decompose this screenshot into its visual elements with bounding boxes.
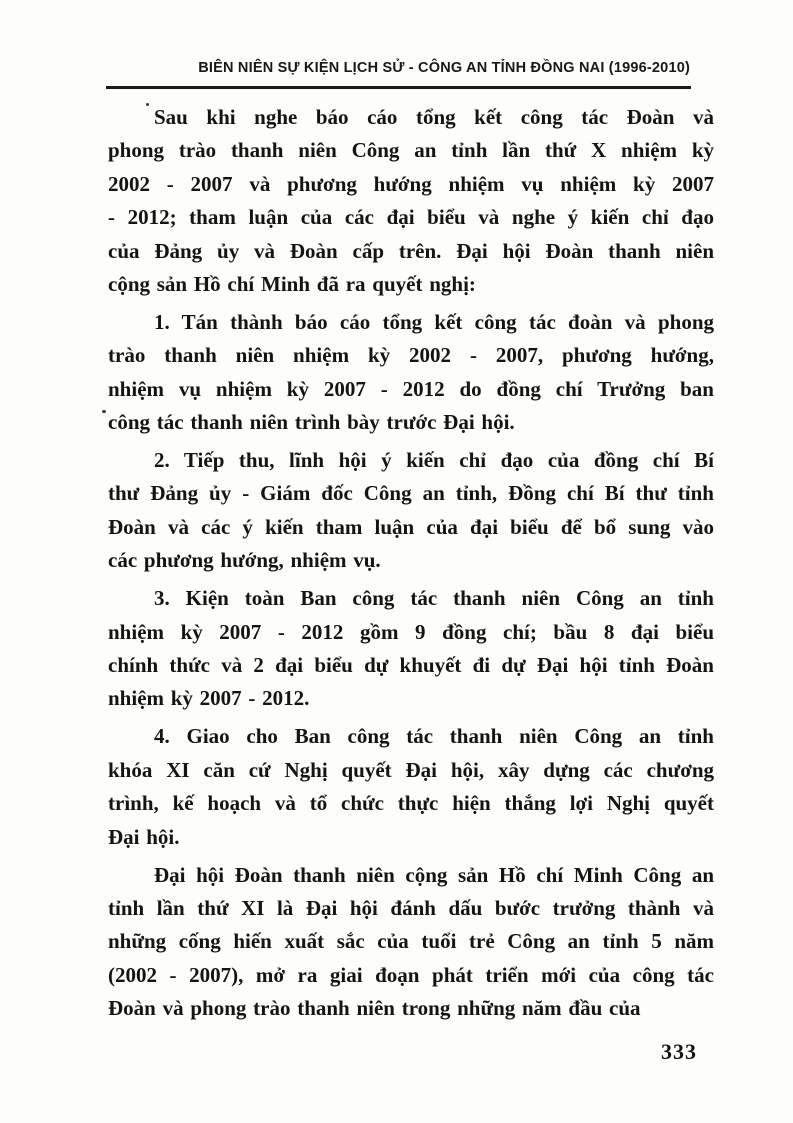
text-line: 3. Kiện toàn Ban công tác thanh niên Công an tỉnh bbox=[154, 586, 714, 611]
text-line: 4. Giao cho Ban công tác thanh niên Công an tỉnh bbox=[154, 724, 714, 749]
text-line: - 2012; tham luận của các đại biểu và nghe ý kiến chỉ đạo bbox=[108, 205, 714, 230]
scan-speck bbox=[102, 410, 106, 413]
text-line: nhiệm vụ nhiệm kỳ 2007 - 2012 do đồng chí Trưởng ban bbox=[108, 376, 714, 401]
running-header: BIÊN NIÊN SỰ KIỆN LỊCH SỬ - CÔNG AN TỈNH ĐỒNG NAI (1996-2010) bbox=[198, 60, 690, 76]
text-line: chính thức và 2 đại biểu dự khuyết đi dự Đại hội tỉnh Đoàn bbox=[108, 653, 714, 678]
text-line: (2002 - 2007), mở ra giai đoạn phát triển mới của công tác bbox=[108, 962, 714, 987]
text-line: của Đảng ủy và Đoàn cấp trên. Đại hội Đoàn thanh niên bbox=[108, 238, 714, 263]
text-line: những cống hiến xuất sắc của tuổi trẻ Công an tỉnh 5 năm bbox=[108, 929, 714, 954]
text-line: Đại hội Đoàn thanh niên cộng sản Hồ chí Minh Công an bbox=[154, 862, 714, 887]
paragraph bbox=[108, 859, 714, 1026]
text-line: khóa XI căn cứ Nghị quyết Đại hội, xây dựng các chương bbox=[108, 757, 714, 782]
text-line: phong trào thanh niên Công an tỉnh lần thứ X nhiệm kỳ bbox=[108, 138, 714, 163]
text-line: thư Đảng ủy - Giám đốc Công an tỉnh, Đồng chí Bí thư tỉnh bbox=[108, 481, 714, 506]
paragraph bbox=[108, 306, 714, 440]
header-rule bbox=[106, 86, 691, 89]
text-line: trình, kế hoạch và tổ chức thực hiện thắng lợi Nghị quyết bbox=[108, 791, 714, 816]
paragraph bbox=[108, 444, 714, 578]
text-line: Đại hội. bbox=[108, 824, 180, 849]
text-line: 2002 - 2007 và phương hướng nhiệm vụ nhiệm kỳ 2007 bbox=[108, 171, 714, 196]
text-line: 2. Tiếp thu, lĩnh hội ý kiến chỉ đạo của đồng chí Bí bbox=[154, 448, 714, 473]
paragraph bbox=[108, 582, 714, 716]
text-line: 1. Tán thành báo cáo tổng kết công tác đoàn và phong bbox=[154, 309, 714, 334]
page-number: 333 bbox=[661, 1039, 697, 1064]
text-line: tỉnh lần thứ XI là Đại hội đánh dấu bước trưởng thành và bbox=[108, 895, 714, 920]
text-line: Đoàn và các ý kiến tham luận của đại biểu để bổ sung vào bbox=[108, 514, 714, 539]
text-line: trào thanh niên nhiệm kỳ 2002 - 2007, phương hướng, bbox=[108, 343, 714, 368]
document-body bbox=[108, 101, 714, 1030]
text-line: cộng sản Hồ chí Minh đã ra quyết nghị: bbox=[108, 271, 476, 296]
paragraph bbox=[108, 101, 714, 301]
text-line: các phương hướng, nhiệm vụ. bbox=[108, 548, 381, 573]
text-line: nhiệm kỳ 2007 - 2012. bbox=[108, 686, 310, 711]
text-line: Đoàn và phong trào thanh niên trong những năm đầu của bbox=[108, 996, 641, 1021]
text-line: nhiệm kỳ 2007 - 2012 gồm 9 đồng chí; bầu 8 đại biểu bbox=[108, 619, 714, 644]
text-line: Sau khi nghe báo cáo tổng kết công tác Đoàn và bbox=[154, 105, 714, 129]
text-line: công tác thanh niên trình bày trước Đại hội. bbox=[108, 410, 515, 435]
paragraph bbox=[108, 720, 714, 854]
